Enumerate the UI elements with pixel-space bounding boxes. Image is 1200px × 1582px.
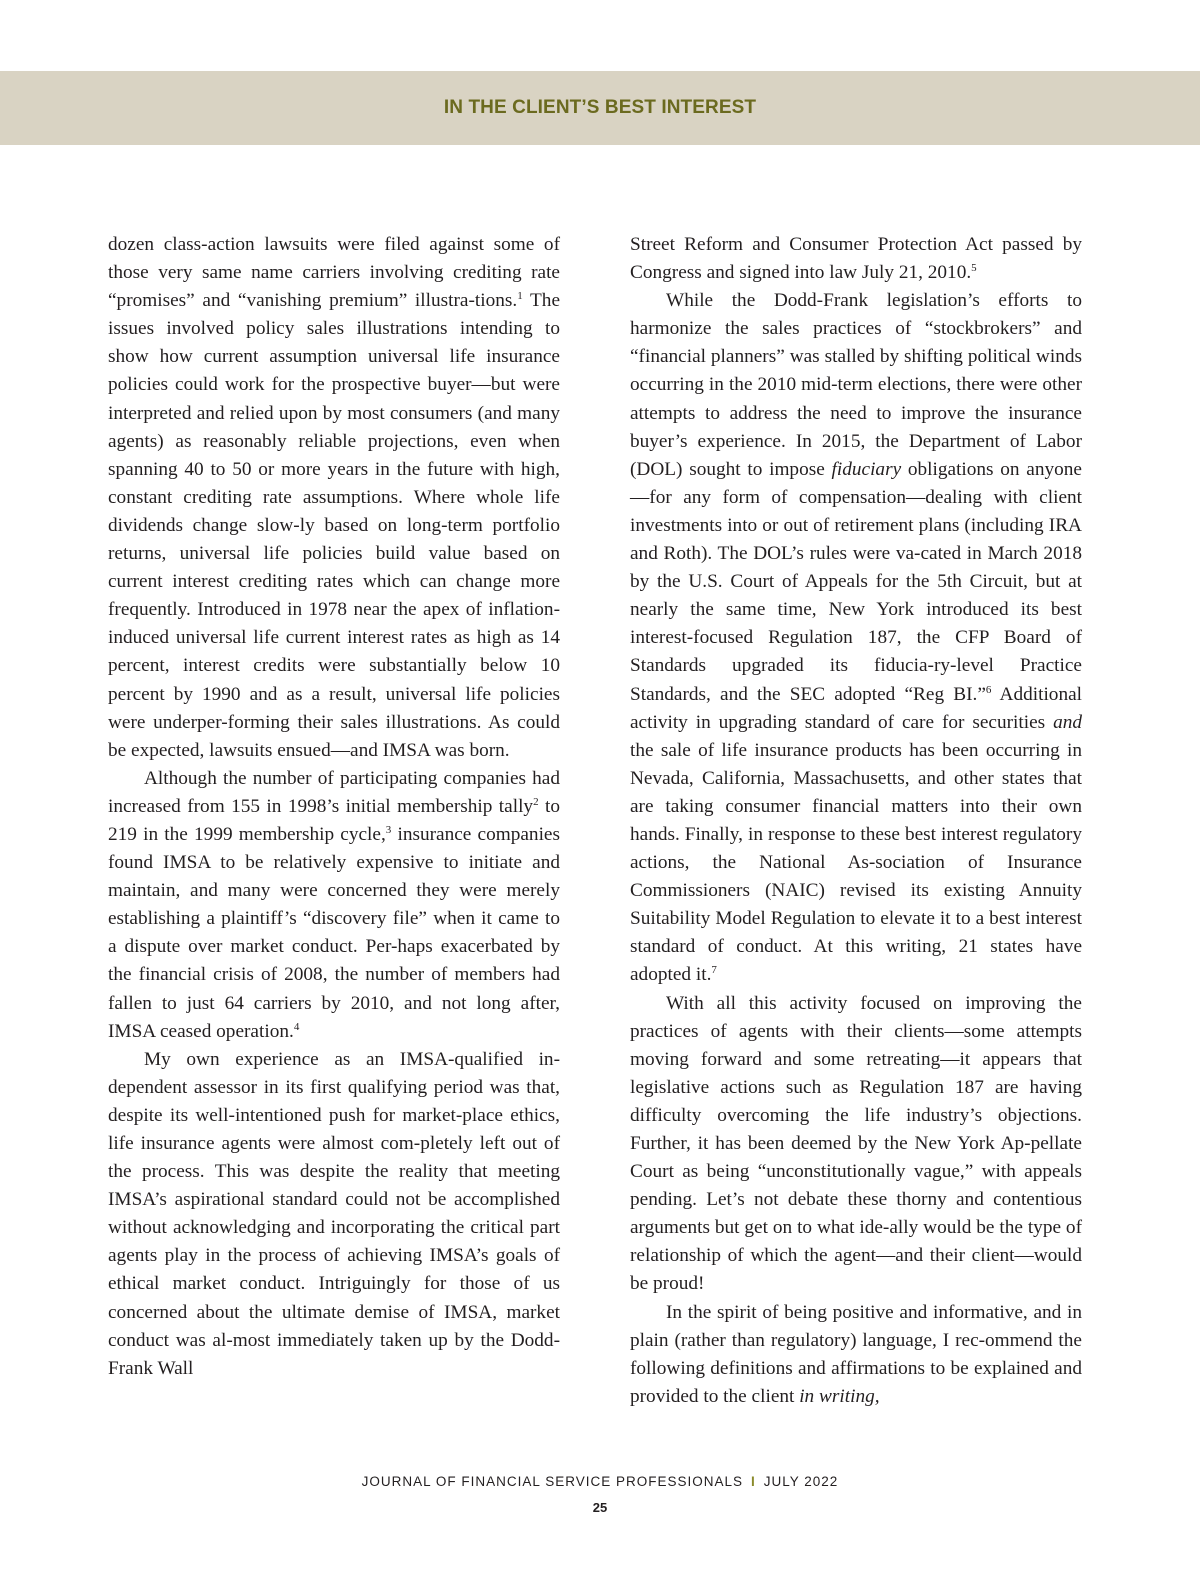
text-run: obligations on anyone—for any form of compensation—dealing with client investments into or out of retirement plans (including IRA and Roth). The DOL’s rules were va-cated in March 2018 by the U.S. Court of Appeals for the 5th Circuit, but at nearly the same time, New York introduced its best interest-focused Regulation 187, the CFP Board of Standards upgraded its fiducia-ry-level Practice Standards, and the SEC adopted “Reg BI.” xyxy=(630,458,1082,705)
footnote-ref-4: 4 xyxy=(293,1020,300,1033)
footnote-ref-2: 2 xyxy=(533,795,539,808)
text-run: Additional activity in upgrading standard of care for securities xyxy=(630,683,1082,733)
text-run: dozen class-action lawsuits were filed against some of those very same name carriers involving crediting rate “promises” and “vanishing premium” illustra-tions. xyxy=(108,234,560,312)
left-paragraph-3 xyxy=(108,1046,560,1383)
right-paragraph-4 xyxy=(630,1299,1082,1411)
footer-separator: I xyxy=(751,1474,756,1489)
footnote-ref-5: 5 xyxy=(971,262,977,275)
text-run: Although the number of participating companies had increased from 155 in 1998’s initial membership tally xyxy=(108,767,560,817)
footnote-ref-3: 3 xyxy=(385,823,392,836)
left-paragraph-1 xyxy=(108,231,560,765)
footnote-ref-6: 6 xyxy=(985,683,992,696)
journal-name: JOURNAL OF FINANCIAL SERVICE PROFESSIONALS xyxy=(361,1474,743,1489)
text-run: In the spirit of being positive and informative, and in plain (rather than regulatory) language, I rec-ommend the following definitions and affirmations to be explained and provided to the client xyxy=(630,1301,1082,1407)
right-paragraph-2 xyxy=(630,287,1082,989)
left-column xyxy=(108,231,560,1383)
emphasis-fiduciary: fiduciary xyxy=(831,458,902,480)
text-run: My own experience as an IMSA-qualified in-dependent assessor in its first qualifying period was that, despite its well-intentioned push for market-place ethics, life insurance agents were almost com-pletely left out of the process. This was despite the reality that meeting IMSA’s aspirational standard could not be accomplished without acknowledging and incorporating the critical part agents play in the process of achieving IMSA’s goals of ethical market conduct. Intriguingly for those of us concerned about the ultimate demise of IMSA, market conduct was al-most immediately taken up by the Dodd-Frank Wall xyxy=(108,1048,560,1379)
text-run: With all this activity focused on improving the practices of agents with their clients—some attempts moving forward and some retreating—it appears that legislative actions such as Regulation 187 are having difficulty overcoming the life industry’s objections. Further, it has been deemed by the New York Ap-pellate Court as being “unconstitutionally vague,” with appeals pending. Let’s not debate these thorny and contentious arguments but get on to what ide-ally would be the type of relationship of which the agent—and their client—would be proud! xyxy=(630,992,1082,1295)
text-run: While the Dodd-Frank legislation’s efforts to harmonize the sales practices of “stockbrokers” and “financial planners” was stalled by shifting political winds occurring in the 2010 mid-term elections, there were other attempts to address the need to improve the insurance buyer’s experience. In 2015, the Department of Labor (DOL) sought to impose xyxy=(630,290,1082,480)
issue-date: JULY 2022 xyxy=(763,1474,839,1489)
right-paragraph-3 xyxy=(630,990,1082,1299)
footnote-ref-1: 1 xyxy=(517,290,523,303)
text-run: The issues involved policy sales illustrations intending to show how current assumption universal life insurance policies could work for the prospective buyer—but were interpreted and relied upon by most consumers (and many agents) as reasonably reliable projections, even when spanning 40 to 50 or more years in the future with high, constant crediting rate assumptions. Where whole life dividends change slow-ly based on long-term portfolio returns, universal life policies build value based on current interest crediting rates which can change more frequently. Introduced in 1978 near the apex of inflation-induced universal life current interest rates as high as 14 percent, interest credits were substantially below 10 percent by 1990 and as a result, universal life policies were underper-forming their sales illustrations. As could be expected, lawsuits ensued—and IMSA was born. xyxy=(108,290,561,761)
text-run: to 219 in the 1999 membership cycle, xyxy=(108,795,560,845)
section-title: IN THE CLIENT’S BEST INTEREST xyxy=(443,97,757,118)
text-run: Street Reform and Consumer Protection Act passed by Congress and signed into law July 21, 2010. xyxy=(630,234,1082,284)
emphasis-in-writing: in writing, xyxy=(799,1385,880,1407)
right-paragraph-1 xyxy=(630,231,1082,287)
text-run: insurance companies found IMSA to be relatively expensive to initiate and maintain, and many were concerned they were merely establishing a plaintiff’s “discovery file” when it came to a dispute over market conduct. Per-haps exacerbated by the financial crisis of 2008, the number of members had fallen to just 64 carriers by 2010, and not long after, IMSA ceased operation. xyxy=(108,823,560,1042)
right-column xyxy=(630,231,1082,1411)
left-paragraph-2 xyxy=(108,765,560,1046)
footnote-ref-7: 7 xyxy=(711,964,717,977)
text-run: the sale of life insurance products has been occurring in Nevada, California, Massachusetts, and other states that are taking consumer financial matters into their own hands. Finally, in response to these best interest regulatory actions, the National As-sociation of Insurance Commissioners (NAIC) revised its existing Annuity Suitability Model Regulation to elevate it to a best interest standard of conduct. At this writing, 21 states have adopted it. xyxy=(630,739,1082,986)
header-band xyxy=(0,71,1200,145)
emphasis-and: and xyxy=(1053,711,1082,733)
page-number: 25 xyxy=(592,1500,608,1515)
footer-line xyxy=(0,1474,1200,1489)
